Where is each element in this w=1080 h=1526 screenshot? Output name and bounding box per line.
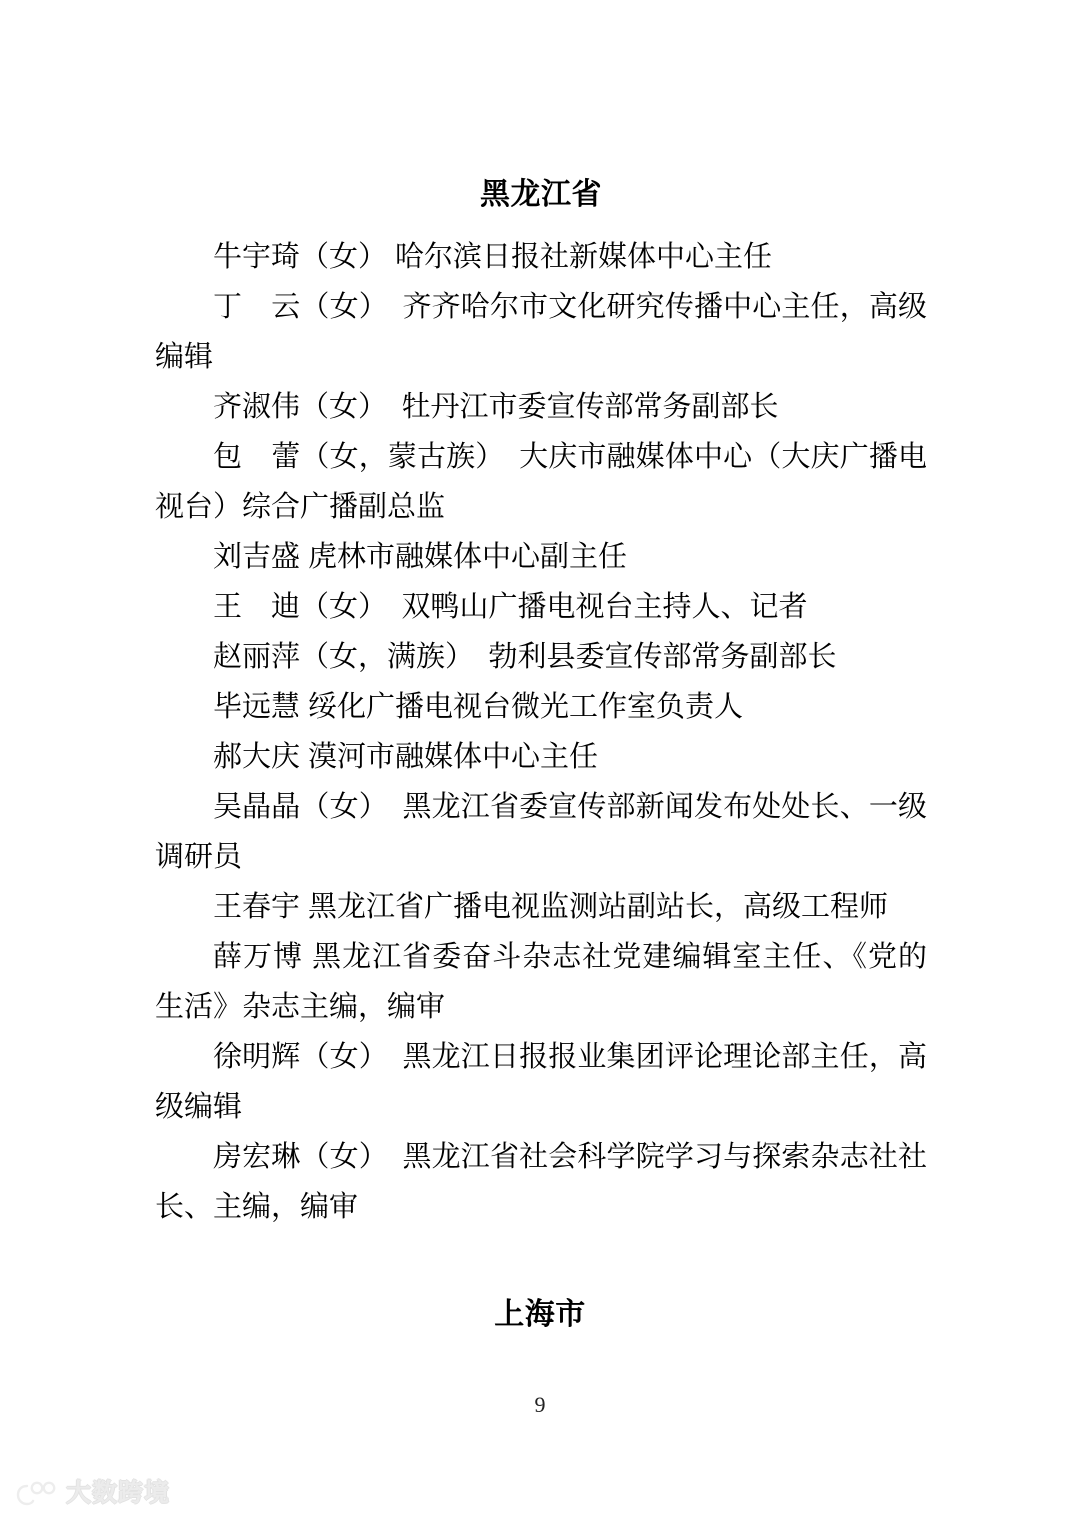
- list-item: 王春宇 黑龙江省广播电视监测站副站长，高级工程师: [213, 891, 889, 923]
- name-list: [155, 232, 927, 1232]
- list-item: 牛宇琦（女） 哈尔滨日报社新媒体中心主任: [213, 241, 773, 273]
- list-item: 吴晶晶（女） 黑龙江省委宣传部新闻发布处处长、一级调研员: [155, 791, 927, 873]
- page-number: 9: [534, 1392, 546, 1417]
- list-item: 齐淑伟（女） 牡丹江市委宣传部常务副部长: [213, 391, 779, 423]
- list-item: 丁 云（女） 齐齐哈尔市文化研究传播中心主任，高级编辑: [155, 291, 927, 373]
- dashukuajing-logo-icon: [16, 1478, 58, 1508]
- list-item: 房宏琳（女） 黑龙江省社会科学院学习与探索杂志社社长、主编，编审: [155, 1141, 927, 1223]
- list-item: 赵丽萍（女，满族） 勃利县委宣传部常务副部长: [213, 641, 837, 673]
- section-heading-shanghai: 上海市: [494, 1298, 586, 1331]
- list-item: 毕远慧 绥化广播电视台微光工作室负责人: [213, 691, 744, 723]
- list-item: 郝大庆 漠河市融媒体中心主任: [213, 741, 599, 773]
- list-item: 王 迪（女） 双鸭山广播电视台主持人、记者: [213, 591, 808, 623]
- list-item: 徐明辉（女） 黑龙江日报报业集团评论理论部主任，高级编辑: [155, 1041, 927, 1123]
- list-item: 刘吉盛 虎林市融媒体中心副主任: [213, 541, 628, 573]
- watermark: [16, 1478, 170, 1508]
- list-item: 薛万博 黑龙江省委奋斗杂志社党建编辑室主任、《党的生活》杂志主编，编审: [155, 941, 927, 1023]
- content-column: [155, 180, 927, 1232]
- watermark-label: 大数跨境: [66, 1478, 171, 1507]
- section-heading-heilongjiang: 黑龙江省: [480, 178, 602, 211]
- list-item: 包 蕾（女，蒙古族） 大庆市融媒体中心（大庆广播电视台）综合广播副总监: [155, 441, 927, 523]
